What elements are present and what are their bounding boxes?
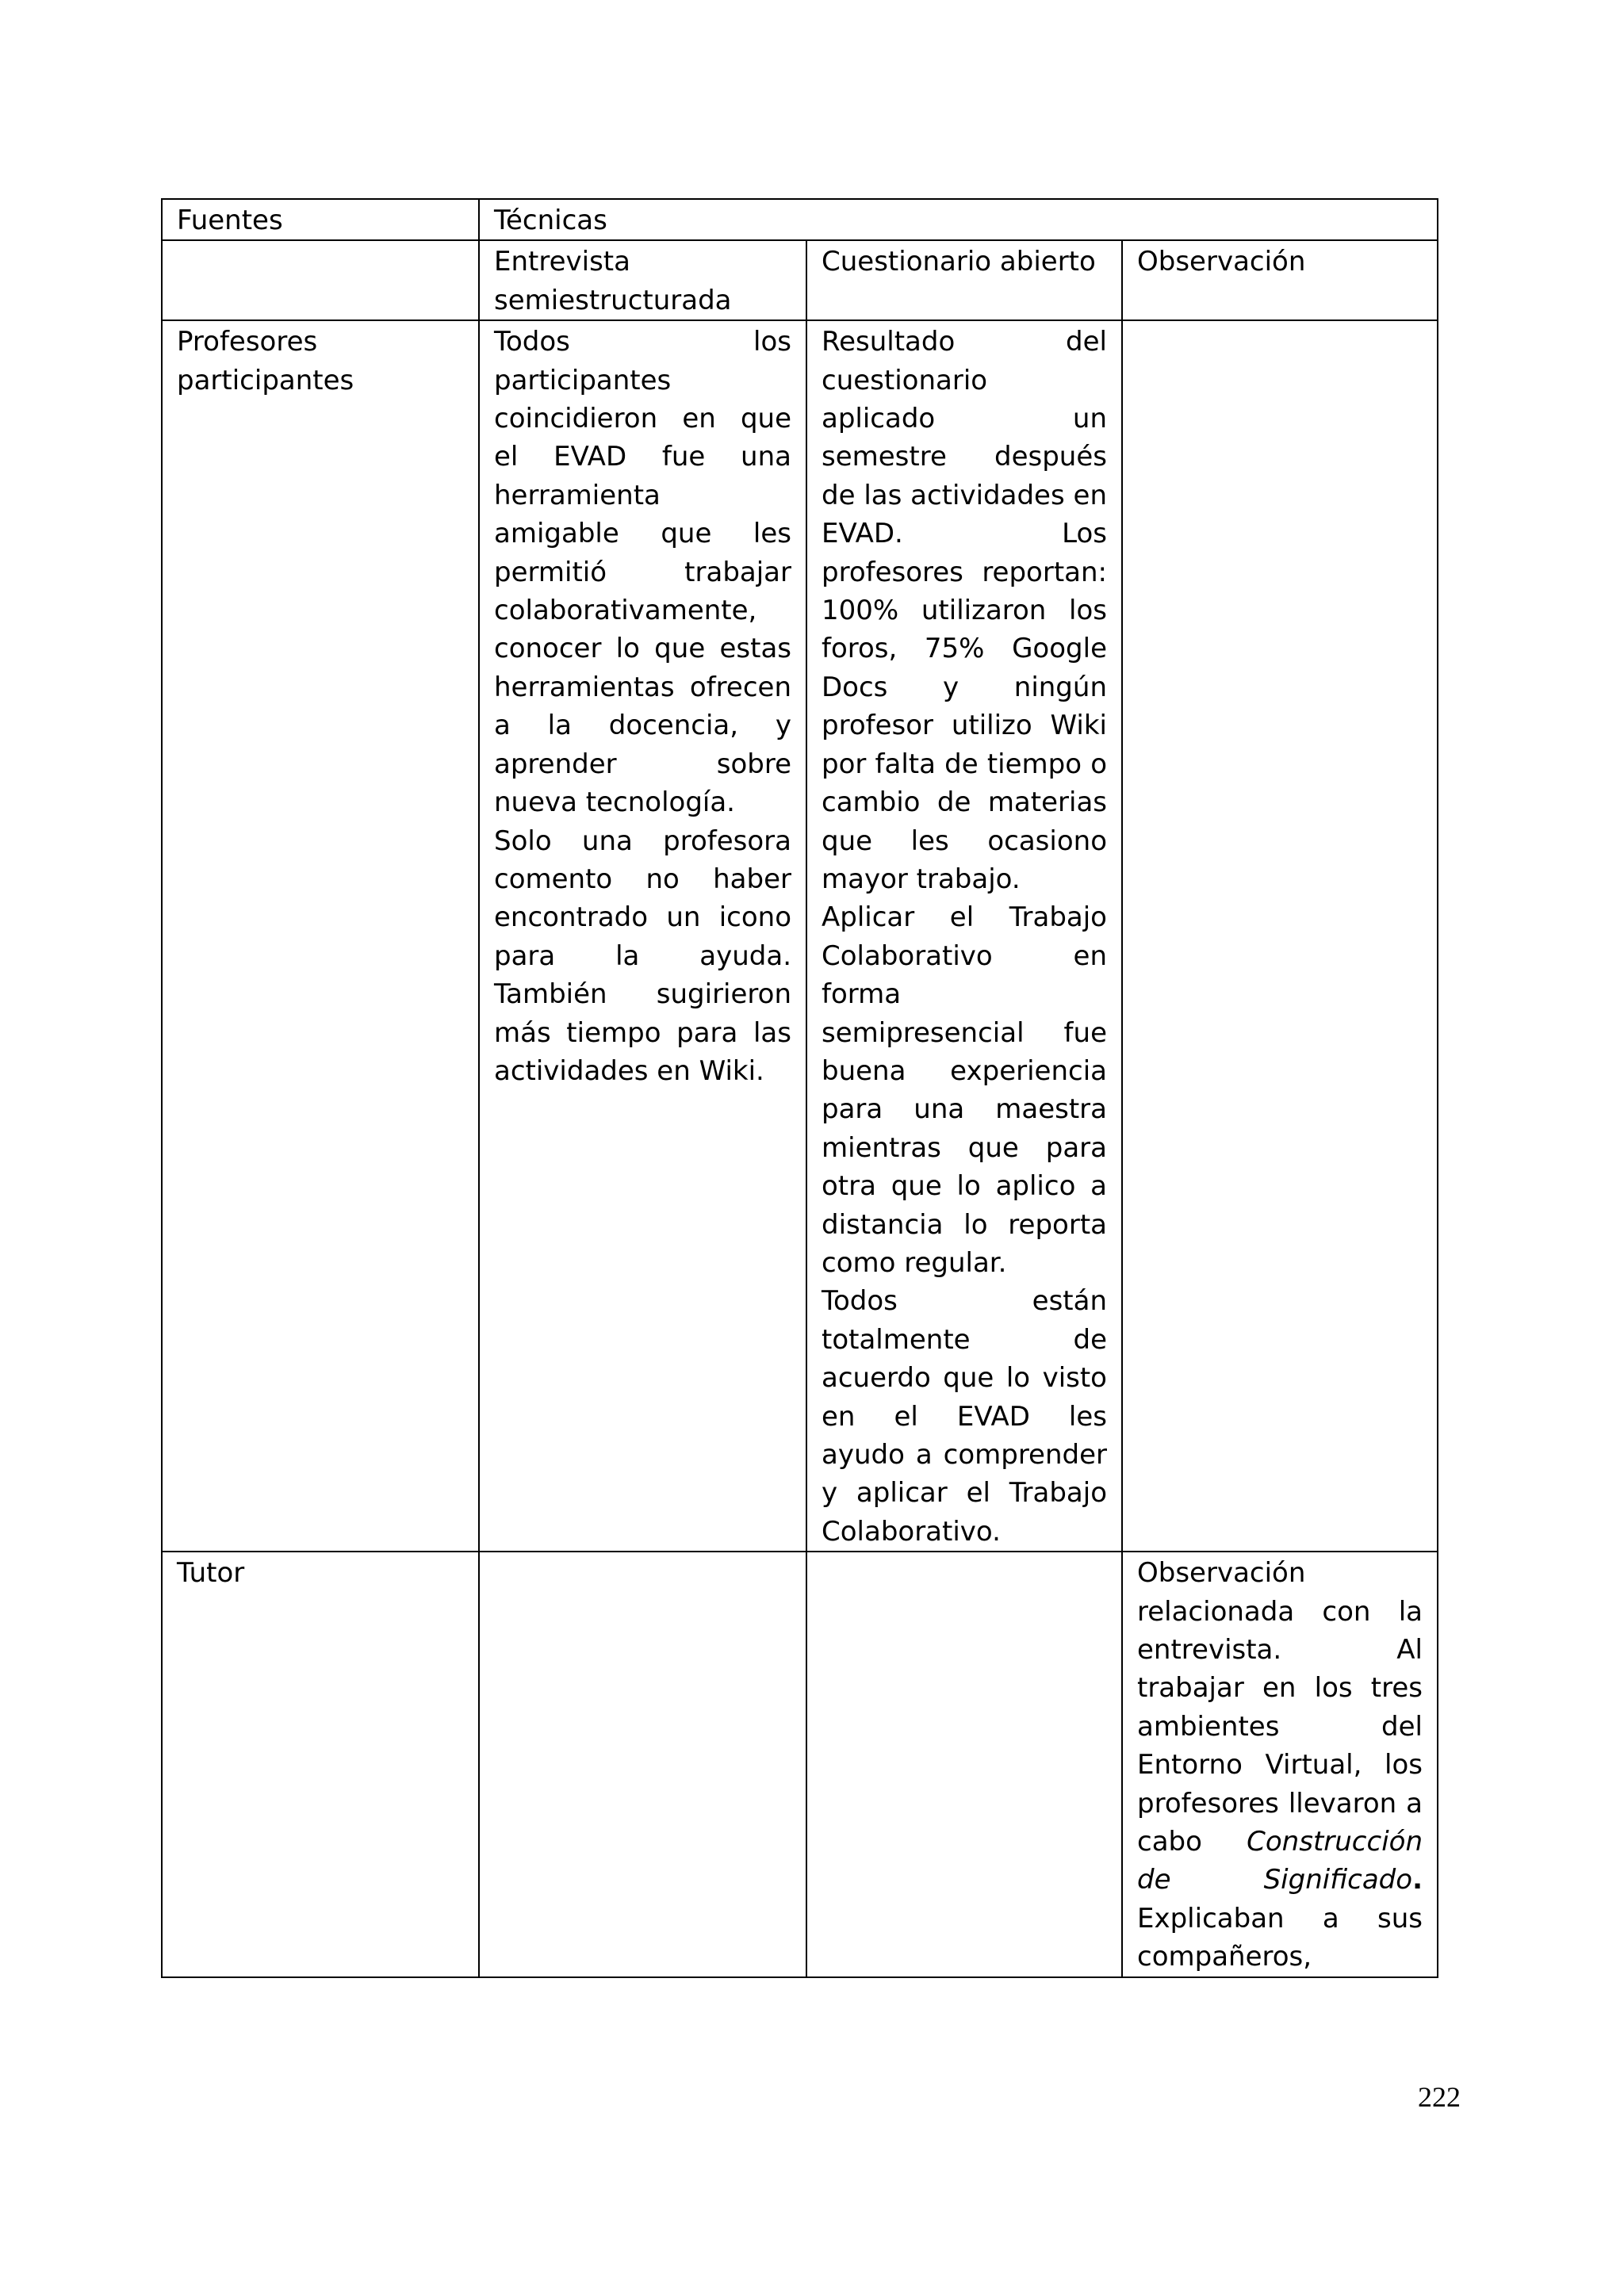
observation-text-continued: Explicaban a sus compañeros, — [1137, 1902, 1423, 1973]
cell-cuestionario — [806, 320, 1122, 1552]
header-fuentes: Fuentes — [162, 199, 479, 240]
page-number: 222 — [1418, 2081, 1461, 2113]
cell-entrevista — [479, 1552, 806, 1976]
cell-fuente: Tutor — [162, 1552, 479, 1976]
cell-paragraph: Aplicar el Trabajo Colaborativo en forma semipresencial fue buena experiencia para una maestra mientras que para otra que lo aplico a distancia lo reporta como regular. — [822, 901, 1107, 1279]
observation-text: Observación relacionada con la entrevista. Al trabajar en los tres ambientes del Entorno Virtual, los profesores llevaron a cabo — [1137, 1557, 1423, 1858]
table-row — [162, 320, 1438, 1552]
header-entrevista: Entrevista semiestructurada — [479, 240, 806, 320]
cell-paragraph: Todos los participantes coincidieron en que el EVAD fue una herramienta amigable que les permitió trabajar colaborativamente, conocer lo que estas herramientas ofrecen a la docencia, y aprender sobre nueva tecnología. — [494, 326, 791, 819]
observation-period: . — [1412, 1864, 1423, 1896]
cell-cuestionario — [806, 1552, 1122, 1976]
table-subheader-row — [162, 240, 1438, 320]
header-observacion: Observación — [1122, 240, 1438, 320]
cell-paragraph: Solo una profesora comento no haber encontrado un icono para la ayuda. También sugirieron más tiempo para las actividades en Wiki. — [494, 825, 791, 1087]
cell-paragraph: Resultado del cuestionario aplicado un semestre después de las actividades en EVAD. Los profesores reportan: 100% utilizaron los foros, 75% Google Docs y ningún profesor utilizo Wiki por falta de tiempo o cambio de materias que les ocasiono mayor trabajo. — [822, 326, 1107, 895]
cell-observacion — [1122, 320, 1438, 1552]
techniques-table — [161, 198, 1438, 1978]
cell-observacion — [1122, 1552, 1438, 1976]
header-cuestionario: Cuestionario abierto — [806, 240, 1122, 320]
subheader-empty — [162, 240, 479, 320]
table-header-row — [162, 199, 1438, 240]
observation-italic-term: Construcción de Significado — [1137, 1826, 1423, 1896]
cell-entrevista — [479, 320, 806, 1552]
cell-paragraph: Todos están totalmente de acuerdo que lo visto en el EVAD les ayudo a comprender y aplicar el Trabajo Colaborativo. — [822, 1285, 1107, 1548]
cell-fuente: Profesores participantes — [162, 320, 479, 1552]
table-row — [162, 1552, 1438, 1976]
header-tecnicas: Técnicas — [479, 199, 1438, 240]
